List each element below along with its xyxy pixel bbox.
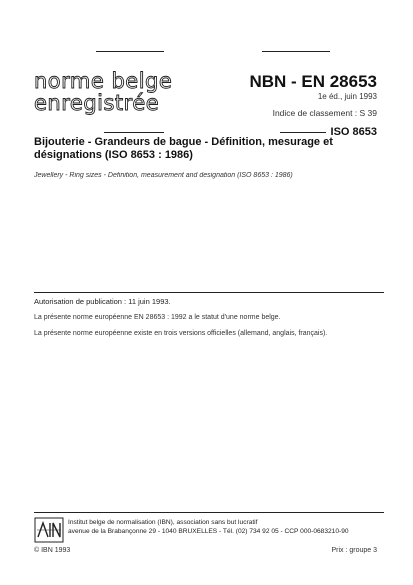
top-rule-right: [262, 51, 330, 52]
standard-number: NBN - EN 28653: [249, 72, 377, 91]
footer-rule: [34, 512, 384, 513]
ibn-logo-icon: [34, 517, 64, 543]
publisher-address: avenue de la Brabançonne 29 - 1040 BRUXELLES - Tél. (02) 734 92 05 - CCP 000-0683210-90: [68, 528, 349, 535]
copyright-code: © IBN 1993: [34, 547, 71, 554]
brand-line-2: enregistrée: [34, 91, 160, 115]
versions-note: La présente norme européenne existe en trois versions officielles (allemand, anglais, français).: [34, 330, 328, 337]
iso-reference: ISO 8653: [330, 126, 377, 138]
publisher-info: [68, 518, 349, 536]
status-note: La présente norme européenne EN 28653 : 1992 a le statut d'une norme belge.: [34, 314, 281, 321]
document-title-en: Jewellery - Ring sizes - Definition, measurement and designation (ISO 8653 : 1986): [34, 172, 293, 179]
approval-rule: [34, 292, 384, 293]
classification-index: Indice de classement : S 39: [272, 108, 377, 118]
edition-date: 1e éd., juin 1993: [317, 92, 377, 101]
brand-title: [34, 70, 172, 114]
document-title-fr: Bijouterie - Grandeurs de bague - Définition, mesurage et désignations (ISO 8653 : 1986): [34, 136, 333, 161]
price-group: Prix : groupe 3: [331, 547, 377, 554]
publication-approval: Autorisation de publication : 11 juin 1993.: [34, 297, 171, 306]
brand-line-1: norme belge: [34, 69, 173, 93]
publisher-name: Institut belge de normalisation (IBN), association sans but lucratif: [68, 519, 258, 526]
mid-rule-left: [104, 132, 164, 133]
top-rule-left: [96, 51, 164, 52]
mid-rule-right: [280, 132, 326, 133]
